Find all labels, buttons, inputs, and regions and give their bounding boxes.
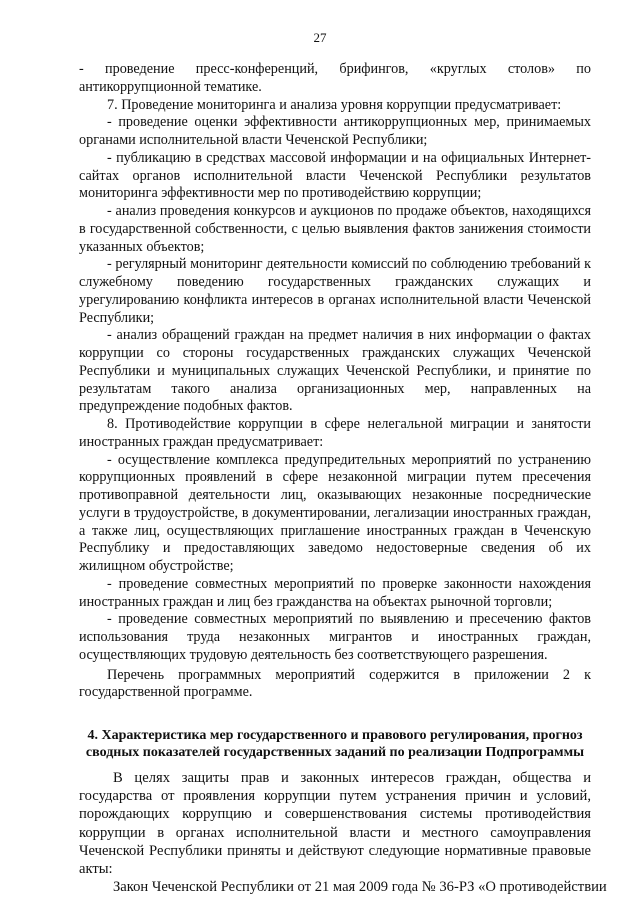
paragraph-item-legality-checks: - проведение совместных мероприятий по проверке законности нахождения иностранных граждан и лиц без гражданства на объектах рыночной торговли; <box>79 575 591 610</box>
section-body <box>79 769 607 896</box>
paragraph-item-press-conferences: - проведение пресс-конференций, брифингов, «круглых столов» по антикоррупционной тематике. <box>79 61 591 95</box>
section-heading: 4. Характеристика мер государственного и правового регулирования, прогноз сводных показателей государственных заданий по реализации Подпрограммы <box>85 728 585 760</box>
paragraph-appendix-reference: Перечень программных мероприятий содержится в приложении 2 к государственной программе. <box>79 666 591 701</box>
paragraph-item-illegal-labor: - проведение совместных мероприятий по выявлению и пресечению фактов использования труда незаконных мигрантов и иностранных граждан, осуществляющих трудовую деятельность без соответствующего разрешения. <box>79 611 591 663</box>
paragraph-item-commissions-monitoring: - регулярный мониторинг деятельности комиссий по соблюдению требований к служебному поведению государственных гражданских служащих и урегулированию конфликта интересов в органах исполнительной власти Чеченской Республики; <box>79 256 591 326</box>
paragraph-monitoring-intro: 7. Проведение мониторинга и анализа уровня коррупции предусматривает: <box>107 96 562 113</box>
paragraph-item-preventive-measures: - осуществление комплекса предупредительных мероприятий по устранению коррупционных проявлений в сфере незаконной миграции путем пресечения противоправной деятельности лиц, оказывающих незаконные посреднические услуги в трудоустройстве, в документировании, легализации иностранных граждан, а также лиц, осуществляющих приглашение иностранных граждан в Чеченскую Республику и предоставляющих заведомо недостоверные сведения об их жилищном обустройстве; <box>79 451 591 574</box>
paragraph-item-auctions-analysis: - анализ проведения конкурсов и аукционов по продаже объектов, находящихся в государственной собственности, с целью выявления фактов занижения стоимости указанных объектов; <box>79 203 591 255</box>
paragraph-law-reference: Закон Чеченской Республики от 21 мая 2009 года № 36-РЗ «О противодействии <box>113 879 607 896</box>
paragraph-item-publication: - публикацию в средствах массовой информации и на официальных Интернет-сайтах органов исполнительной власти Чеченской Республики результатов мониторинга эффективности мер по противодействию коррупции; <box>79 149 591 202</box>
paragraph-migration-intro: 8. Противодействие коррупции в сфере нелегальной миграции и занятости иностранных граждан предусматривает: <box>79 416 591 450</box>
paragraph-legal-acts-intro: В целях защиты прав и законных интересов граждан, общества и государства от проявления коррупции путем устранения причин и условий, порождающих коррупцию и совершенствования системы противодействия коррупции в органах исполнительной власти и местного самоуправления Чеченской Республики приняты и действуют следующие нормативные правовые акты: <box>79 770 591 878</box>
page-number: 27 <box>313 30 327 45</box>
document-body <box>79 61 607 896</box>
paragraph-item-citizen-appeals: - анализ обращений граждан на предмет наличия в них информации о фактах коррупции со стороны государственных гражданских служащих Чеченской Республики и муниципальных служащих Чеченской Республики, и принятие по результатам такого анализа организационных мер, направленных на предупреждение подобных фактов. <box>79 327 591 415</box>
paragraph-item-efficiency-assessment: - проведение оценки эффективности антикоррупционных мер, принимаемых органами исполнительной власти Чеченской Республики; <box>79 114 591 148</box>
